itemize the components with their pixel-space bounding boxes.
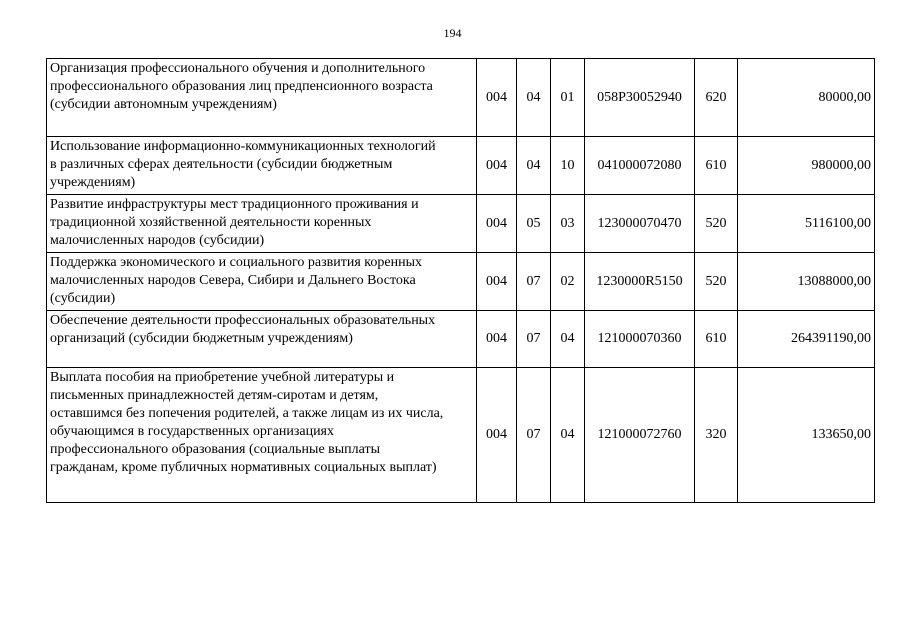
ministry-code: 004 [477,59,517,137]
target-article-code: 121000070360 [585,311,695,368]
section-code: 07 [517,368,551,503]
subsection-code: 02 [551,253,585,311]
target-article-code: 058P30052940 [585,59,695,137]
ministry-code: 004 [477,195,517,253]
expense-type-code: 320 [695,368,738,503]
table-row [47,195,875,253]
expense-type-code: 620 [695,59,738,137]
section-code: 07 [517,253,551,311]
subsection-code: 04 [551,368,585,503]
section-code: 07 [517,311,551,368]
section-code: 05 [517,195,551,253]
page-number: 194 [443,26,462,40]
table-row [47,253,875,311]
table-row [47,137,875,195]
expense-type-code: 520 [695,195,738,253]
expense-type-code: 610 [695,137,738,195]
target-article-code: 041000072080 [585,137,695,195]
row-description: Развитие инфраструктуры мест традиционного проживания и традиционной хозяйственной деятельности коренных малочисленных народов (субсидии) [47,195,477,253]
amount: 264391190,00 [738,311,875,368]
row-description: Выплата пособия на приобретение учебной литературы и письменных принадлежностей детям-сиротам и детям, оставшимся без попечения родителей, а также лицам из их числа, обучающимся в государственных организациях профессионального образования (социальные выплаты гражданам, кроме публичных нормативных социальных выплат) [47,368,477,503]
amount: 5116100,00 [738,195,875,253]
subsection-code: 04 [551,311,585,368]
ministry-code: 004 [477,311,517,368]
expense-type-code: 520 [695,253,738,311]
subsection-code: 10 [551,137,585,195]
row-description: Обеспечение деятельности профессиональных образовательных организаций (субсидии бюджетным учреждениям) [47,311,477,368]
amount: 13088000,00 [738,253,875,311]
row-description: Поддержка экономического и социального развития коренных малочисленных народов Севера, Сибири и Дальнего Востока (субсидии) [47,253,477,311]
target-article-code: 121000072760 [585,368,695,503]
subsection-code: 03 [551,195,585,253]
subsection-code: 01 [551,59,585,137]
section-code: 04 [517,59,551,137]
row-description: Организация профессионального обучения и дополнительного профессионального образования лиц предпенсионного возраста (субсидии автономным учреждениям) [47,59,477,137]
amount: 80000,00 [738,59,875,137]
table-row [47,311,875,368]
budget-table [46,58,875,503]
ministry-code: 004 [477,137,517,195]
target-article-code: 1230000R5150 [585,253,695,311]
target-article-code: 123000070470 [585,195,695,253]
section-code: 04 [517,137,551,195]
amount: 133650,00 [738,368,875,503]
expense-type-code: 610 [695,311,738,368]
ministry-code: 004 [477,253,517,311]
table-row [47,59,875,137]
table-row [47,368,875,503]
ministry-code: 004 [477,368,517,503]
row-description: Использование информационно-коммуникационных технологий в различных сферах деятельности (субсидии бюджетным учреждениям) [47,137,477,195]
amount: 980000,00 [738,137,875,195]
